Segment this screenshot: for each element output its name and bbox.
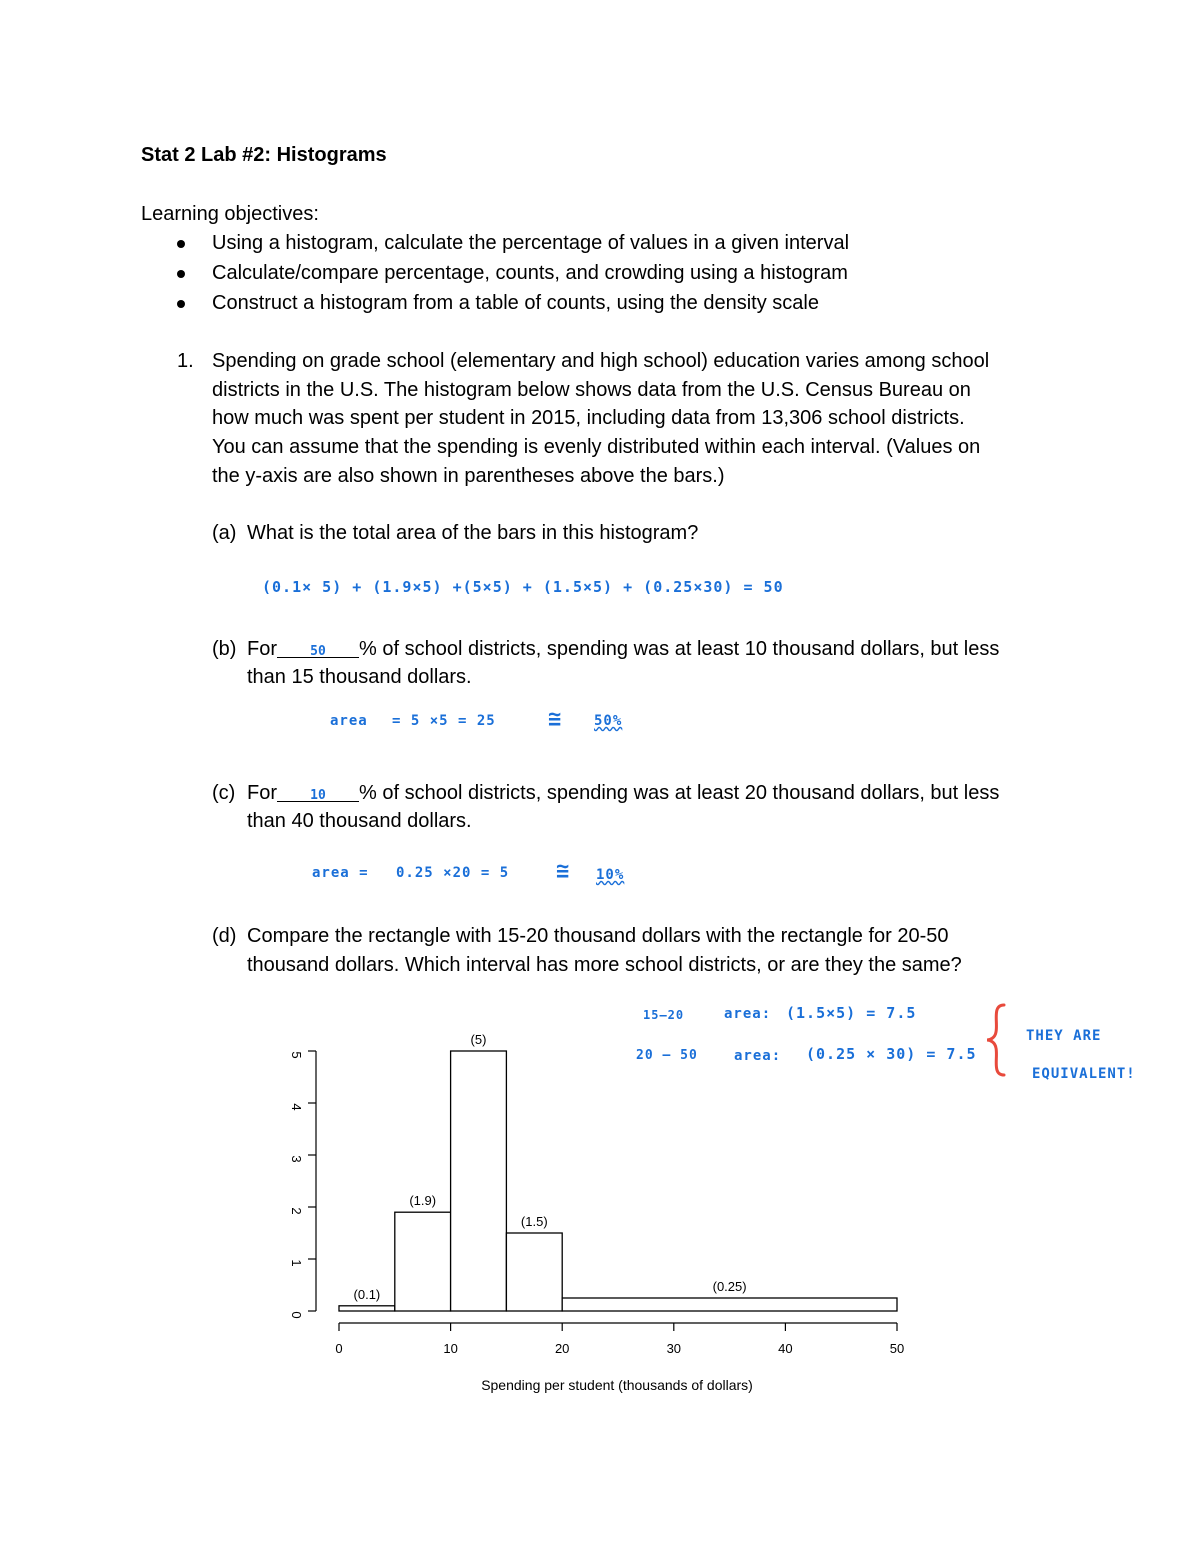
objective-item: Construct a histogram from a table of counts, using the density scale (212, 292, 819, 314)
histogram-bar (395, 1212, 451, 1311)
part-a-handwritten-work: (0.1× 5) + (1.9×5) +(5×5) + (1.5×5) + (0.25×30) = 50 (262, 578, 784, 596)
part-b-work-result: 50% (594, 713, 623, 729)
histogram-layer (289, 1032, 904, 1393)
part-b-work-approx: ≅ (548, 707, 563, 732)
part-b-work-area: area (330, 713, 368, 729)
question-text-line: Spending on grade school (elementary and high school) education varies among school (212, 350, 990, 372)
question-text-line: You can assume that the spending is evenly distributed within each interval. (Values on (212, 436, 981, 458)
part-d-work2-range: 20 – 50 (636, 1048, 698, 1063)
y-tick-label: 2 (289, 1207, 304, 1215)
y-tick-label: 5 (289, 1051, 304, 1059)
x-tick-label: 30 (666, 1341, 682, 1356)
part-d-label: (d) (212, 925, 237, 947)
y-tick-label: 3 (289, 1155, 304, 1163)
objective-item: Calculate/compare percentage, counts, and crowding using a histogram (212, 262, 848, 284)
bar-value-label: (5) (470, 1032, 487, 1047)
x-tick-label: 40 (778, 1341, 793, 1356)
part-d-line2: thousand dollars. Which interval has more school districts, or are they the same? (247, 954, 962, 976)
part-d-work1-range: 15–20 (643, 1008, 685, 1022)
part-d-work2-area: area: (734, 1048, 782, 1064)
part-c-work-approx: ≅ (556, 859, 571, 884)
part-c-work-result: 10% (596, 867, 625, 883)
part-b-answer: 50 (310, 644, 326, 659)
question-text-line: the y-axis are also shown in parentheses above the bars.) (212, 465, 725, 487)
question-text-line: how much was spent per student in 2015, including data from 13,306 school districts. (212, 407, 965, 429)
part-a-question: What is the total area of the bars in this histogram? (247, 522, 699, 544)
objective-item: Using a histogram, calculate the percentage of values in a given interval (212, 232, 850, 254)
y-tick-label: 0 (289, 1311, 304, 1319)
histogram-bar (339, 1306, 395, 1311)
x-tick-label: 20 (554, 1341, 570, 1356)
part-d-conclusion-line2: EQUIVALENT! (1032, 1066, 1136, 1082)
bar-value-label: (0.1) (353, 1286, 381, 1302)
part-b-prefix: For (247, 638, 277, 660)
part-c-work-area: area = (312, 865, 369, 881)
part-d-line1: Compare the rectangle with 15-20 thousand dollars with the rectangle for 20-50 (247, 925, 949, 947)
bar-value-label: (0.25) (712, 1279, 747, 1294)
histogram-bar (562, 1298, 897, 1311)
x-axis-label: Spending per student (thousands of dollars) (481, 1377, 753, 1393)
part-b-label: (b) (212, 638, 237, 660)
part-a-label: (a) (212, 522, 237, 544)
part-c-suffix: % of school districts, spending was at least 20 thousand dollars, but less (359, 782, 1000, 804)
x-tick-label: 0 (335, 1341, 343, 1356)
part-c-label: (c) (212, 782, 236, 804)
question-text-line: districts in the U.S. The histogram below shows data from the U.S. Census Bureau on (212, 379, 971, 401)
question-number: 1. (177, 350, 194, 372)
part-c-line2: than 40 thousand dollars. (247, 810, 472, 832)
y-tick-label: 1 (289, 1259, 304, 1267)
part-d-work1-calc: (1.5×5) = 7.5 (786, 1004, 917, 1022)
x-tick-label: 10 (443, 1341, 458, 1356)
part-b-suffix: % of school districts, spending was at least 10 thousand dollars, but less (359, 638, 1000, 660)
x-tick-label: 50 (889, 1341, 905, 1356)
page-title: Stat 2 Lab #2: Histograms (141, 144, 387, 166)
histogram-bar (506, 1233, 562, 1311)
part-b-line2: than 15 thousand dollars. (247, 666, 472, 688)
part-c-work-eq: 0.25 ×20 = 5 (396, 865, 510, 881)
part-d-work1-area: area: (724, 1006, 772, 1022)
histogram-bar (451, 1051, 507, 1311)
part-b-work-eq: = 5 ×5 = 25 (392, 713, 496, 729)
objectives-heading: Learning objectives: (141, 203, 319, 225)
part-c-answer: 10 (310, 788, 326, 803)
y-tick-label: 4 (289, 1103, 304, 1111)
bar-value-label: (1.5) (520, 1214, 548, 1229)
part-d-conclusion-line1: THEY ARE (1026, 1028, 1102, 1044)
bar-value-label: (1.9) (409, 1193, 437, 1209)
part-d-work2-calc: (0.25 × 30) = 7.5 (806, 1045, 977, 1063)
part-c-prefix: For (247, 782, 277, 804)
